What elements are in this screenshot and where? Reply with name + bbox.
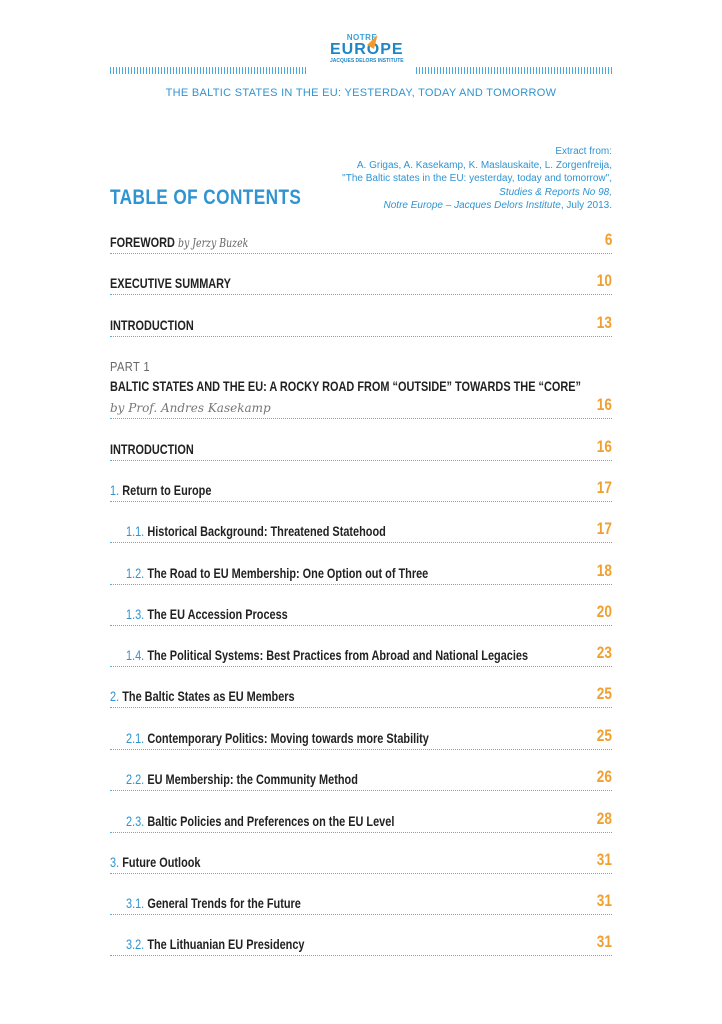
page-number: 17	[596, 478, 612, 497]
section-number: 3.2.	[126, 936, 145, 952]
section-number: 1.	[110, 482, 120, 498]
section-number: 2.1.	[126, 730, 145, 746]
logo-top-text: NOTRE	[346, 33, 378, 42]
toc-entry-section-1[interactable]	[110, 478, 612, 502]
entry-label: FOREWORD by Jerzy Buzek	[110, 234, 249, 250]
toc-entry-section-2[interactable]	[110, 684, 612, 708]
entry-label: INTRODUCTION	[110, 317, 194, 333]
entry-label: 1.1. Historical Background: Threatened Statehood	[126, 523, 386, 539]
page-number: 10	[596, 271, 612, 290]
section-number: 2.3.	[126, 813, 145, 829]
entry-label: 2. The Baltic States as EU Members	[110, 688, 295, 704]
logo-main-text: EUROPE	[330, 41, 404, 58]
running-title: THE BALTIC STATES IN THE EU: YESTERDAY, TODAY AND TOMORROW	[165, 87, 557, 99]
page-number: 6	[604, 230, 612, 249]
toc-entry-foreword[interactable]	[110, 230, 612, 254]
entry-label: 1. Return to Europe	[110, 482, 212, 498]
decorative-bar-right	[416, 67, 612, 74]
section-number: 1.2.	[126, 565, 145, 581]
extract-line: Extract from:	[555, 146, 612, 157]
extract-line: Studies & Reports No 98,	[499, 186, 612, 198]
entry-author: by Prof. Andres Kasekamp	[110, 401, 271, 415]
extract-line	[312, 199, 612, 213]
entry-label: 2.3. Baltic Policies and Preferences on the EU Level	[126, 813, 395, 829]
toc-entry-section-3-1[interactable]	[110, 891, 612, 915]
part-label: PART 1	[110, 359, 151, 374]
toc-entry-section-1-4[interactable]	[110, 643, 612, 667]
toc-entry-section-3-2[interactable]	[110, 932, 612, 956]
page-number: 16	[596, 437, 612, 456]
extract-citation	[312, 145, 612, 213]
entry-label: 3.1. General Trends for the Future	[126, 895, 301, 911]
section-number: 2.	[110, 688, 120, 704]
entry-label: 2.2. EU Membership: the Community Method	[126, 771, 358, 787]
entry-label: 3. Future Outlook	[110, 854, 201, 870]
page-number: 17	[596, 519, 612, 538]
entry-label: EXECUTIVE SUMMARY	[110, 275, 231, 291]
decorative-bar-left	[110, 67, 306, 74]
logo-sub-text: JACQUES DELORS INSTITUTE	[330, 58, 404, 64]
toc-entry-section-2-3[interactable]	[110, 809, 612, 833]
section-number: 1.4.	[126, 647, 145, 663]
entry-label: 1.2. The Road to EU Membership: One Option out of Three	[126, 565, 429, 581]
page-number: 23	[596, 643, 612, 662]
page-number: 25	[596, 684, 612, 703]
section-number: 1.3.	[126, 606, 145, 622]
page-number: 26	[596, 767, 612, 786]
section-number: 3.1.	[126, 895, 145, 911]
page-number: 20	[596, 602, 612, 621]
page-number: 18	[596, 561, 612, 580]
page-number: 31	[596, 932, 612, 951]
toc-title: TABLE OF CONTENTS	[110, 186, 302, 209]
page-number: 25	[596, 726, 612, 745]
part-title: BALTIC STATES AND THE EU: A ROCKY ROAD FROM “OUTSIDE” TOWARDS THE “CORE”	[110, 378, 581, 394]
entry-label: 2.1. Contemporary Politics: Moving towards more Stability	[126, 730, 429, 746]
toc-entry-section-1-2[interactable]	[110, 561, 612, 585]
section-number: 3.	[110, 854, 120, 870]
toc-entry-introduction[interactable]	[110, 313, 612, 337]
extract-publisher: Notre Europe – Jacques Delors Institute	[383, 200, 561, 211]
entry-label: INTRODUCTION	[110, 441, 194, 457]
toc-entry-section-1-3[interactable]	[110, 602, 612, 626]
toc-entry-section-3[interactable]	[110, 850, 612, 874]
section-number: 2.2.	[126, 771, 145, 787]
extract-line: A. Grigas, A. Kasekamp, K. Maslauskaite, L. Zorgenfreija,	[356, 159, 612, 171]
toc-entry-section-1-1[interactable]	[110, 519, 612, 543]
page-number: 16	[596, 395, 612, 414]
page-number: 31	[596, 891, 612, 910]
extract-date: , July 2013.	[560, 200, 612, 211]
extract-line: "The Baltic states in the EU: yesterday, today and tomorrow",	[342, 173, 612, 184]
entry-label: 1.3. The EU Accession Process	[126, 606, 288, 622]
toc-entry-introduction-part1[interactable]	[110, 437, 612, 461]
entry-label: 3.2. The Lithuanian EU Presidency	[126, 936, 305, 952]
entry-author: by Jerzy Buzek	[178, 236, 249, 250]
entry-label: 1.4. The Political Systems: Best Practices from Abroad and National Legacies	[126, 647, 529, 663]
page-number: 31	[596, 850, 612, 869]
toc-entry-section-2-1[interactable]	[110, 726, 612, 750]
toc-entry-executive-summary[interactable]	[110, 271, 612, 295]
section-number: 1.1.	[126, 523, 145, 539]
toc-entry-part1-author[interactable]	[110, 395, 612, 419]
page-number: 13	[596, 313, 612, 332]
page-number: 28	[596, 809, 612, 828]
toc-entry-section-2-2[interactable]	[110, 767, 612, 791]
notre-europe-logo	[330, 33, 404, 71]
